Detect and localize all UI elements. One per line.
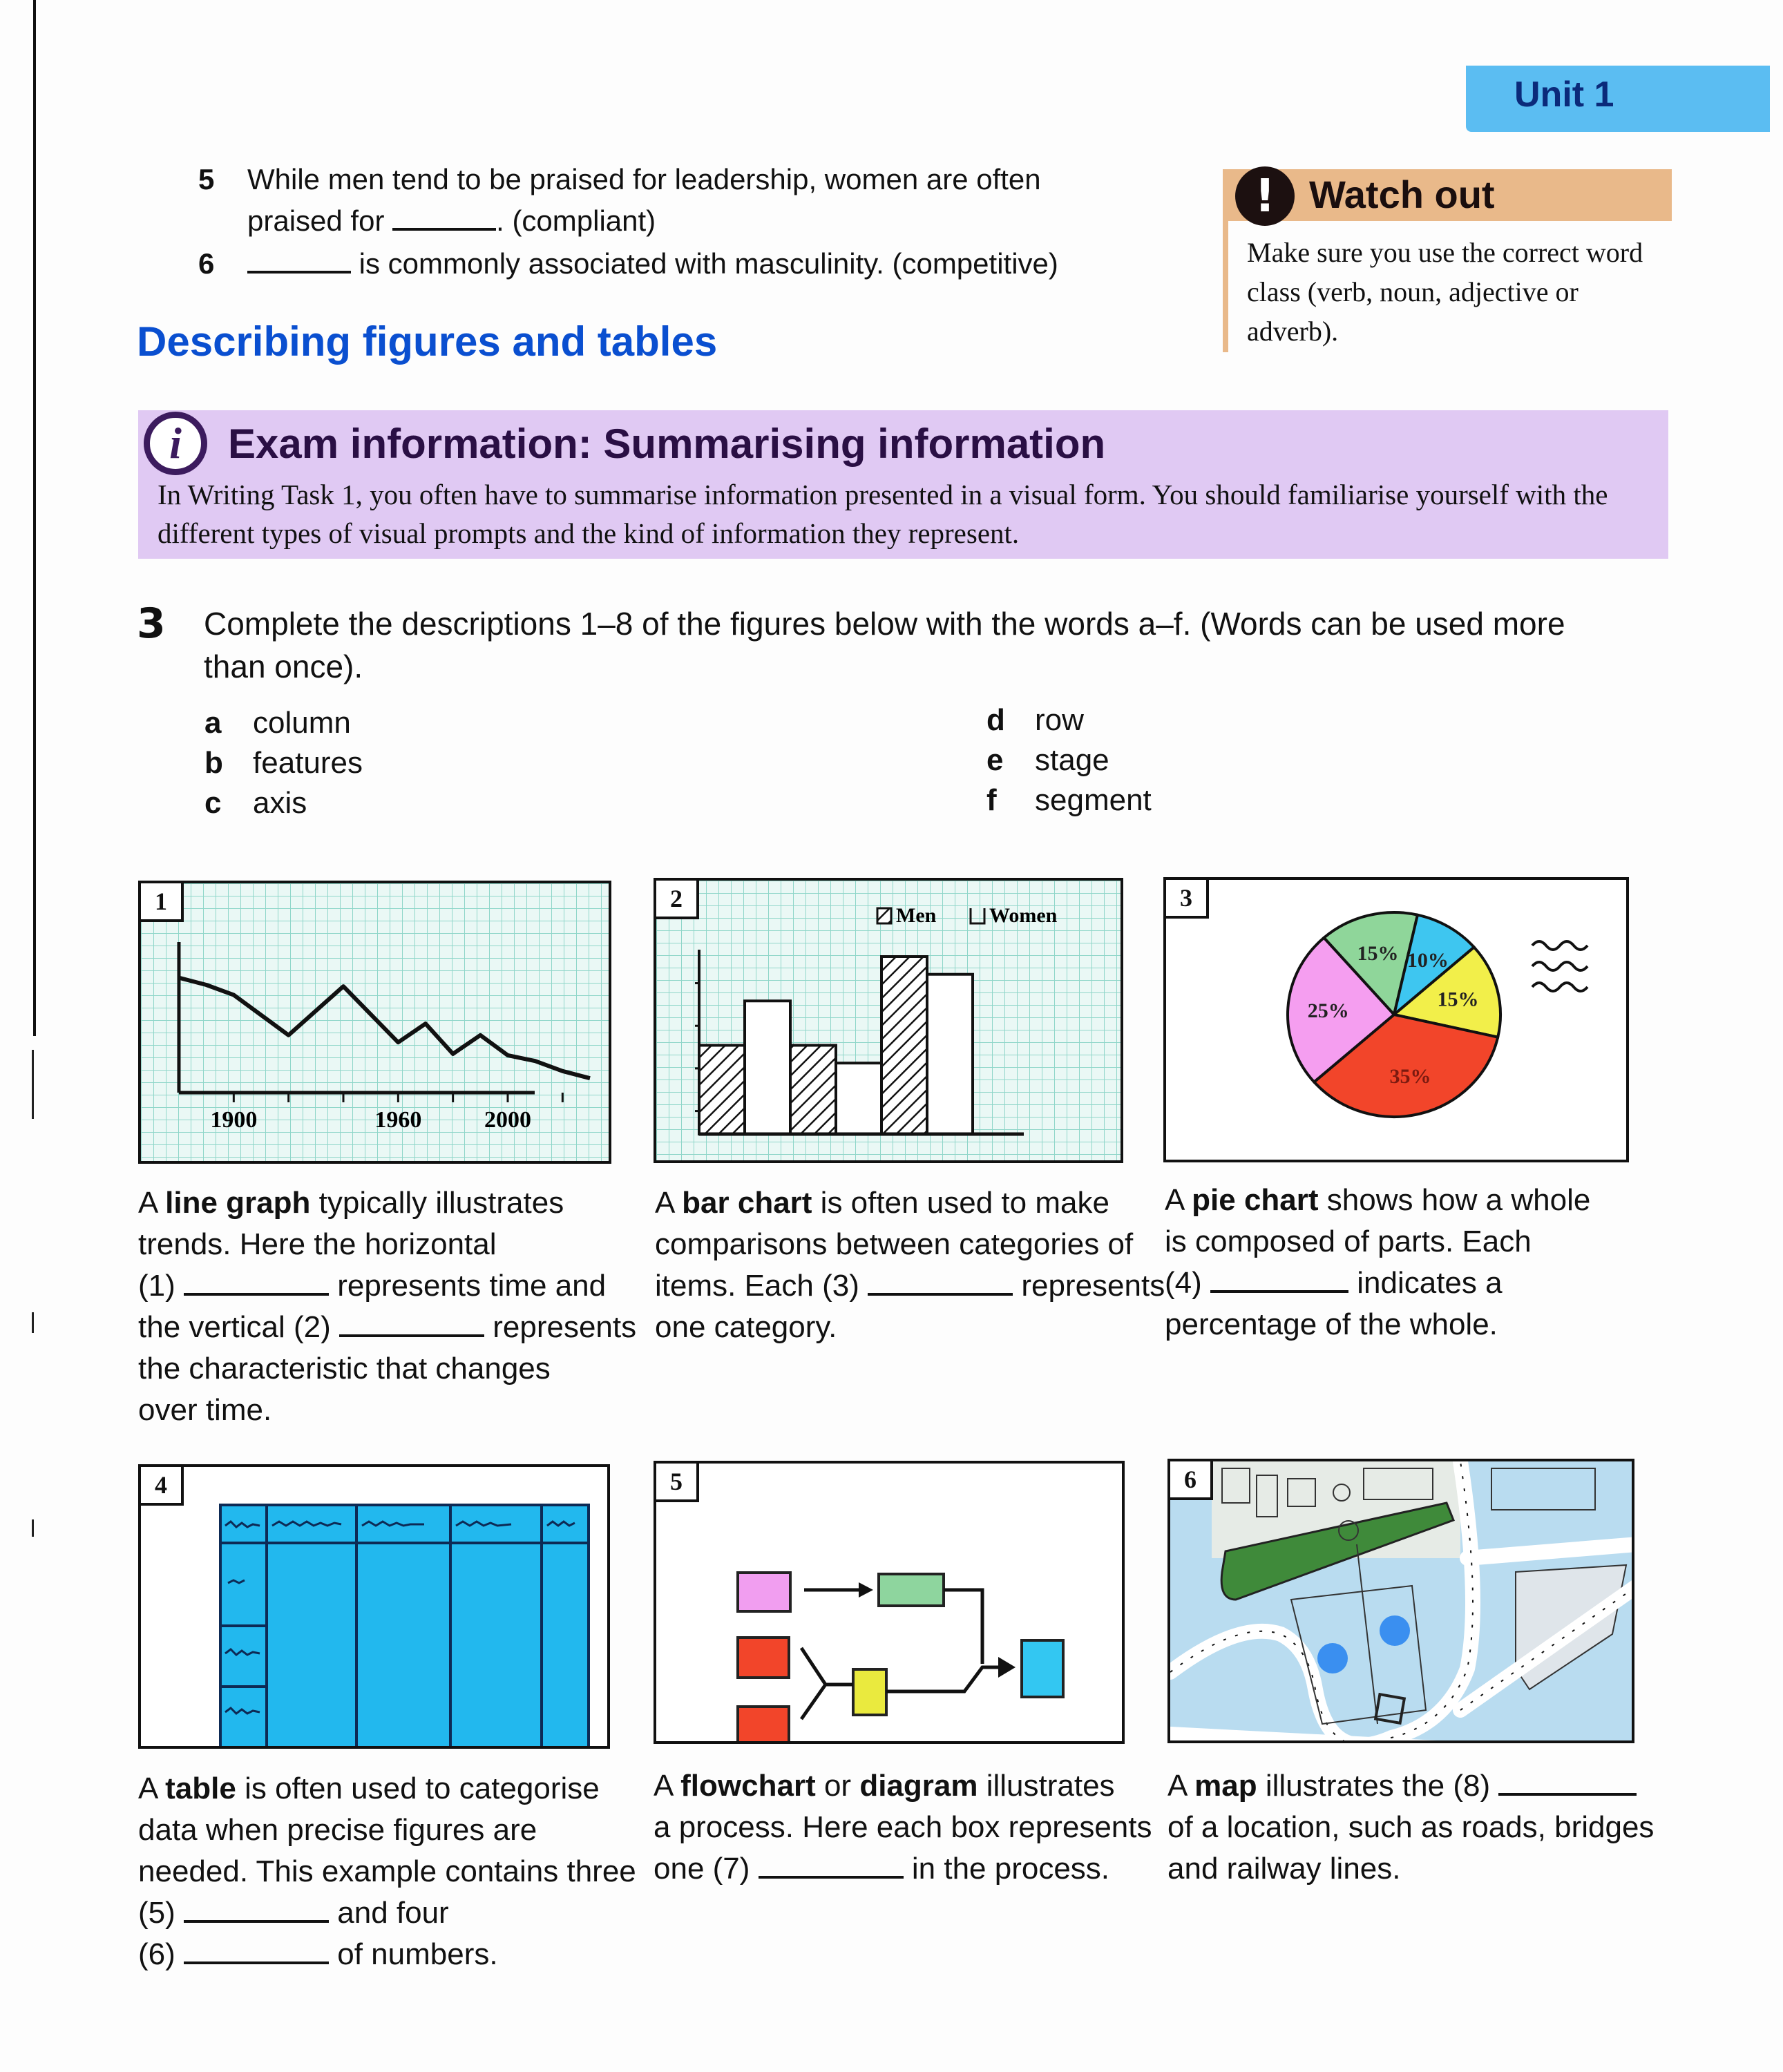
legend-squiggle — [1532, 983, 1587, 991]
bar-men — [699, 1046, 745, 1135]
bar-women — [836, 1063, 881, 1134]
exam-info-box — [138, 410, 1668, 559]
map-building — [1491, 1468, 1595, 1510]
item-text-line2: praised for . (compliant) — [247, 204, 656, 237]
x-tick-label: 1900 — [210, 1107, 258, 1133]
watch-out-border — [1223, 169, 1228, 352]
flowchart-box — [738, 1638, 789, 1678]
watch-out-body: Make sure you use the correct word class (verb, noun, adjective or adverb). — [1247, 237, 1643, 347]
page-margin-mark — [32, 1050, 34, 1119]
figure-6-map — [1167, 1459, 1634, 1743]
item-number: 5 — [198, 163, 215, 195]
answer-blank-3[interactable] — [868, 1272, 1013, 1296]
unit-label: Unit 1 — [1514, 75, 1614, 115]
pie-chart — [1166, 880, 1629, 1162]
figure-number: 2 — [656, 881, 699, 919]
table-body — [220, 1505, 589, 1749]
answer-blank-5[interactable] — [184, 1899, 329, 1923]
legend-label-men: Men — [896, 904, 937, 927]
figure-5-description: A flowchart or diagram illustrates a process. Here each box represents one (7) in the process. — [654, 1769, 1152, 1886]
exclamation-icon: ! — [1235, 166, 1295, 226]
bar-women — [927, 975, 973, 1134]
map-illustration — [1170, 1461, 1634, 1743]
answer-blank-7[interactable] — [759, 1855, 904, 1879]
figure-number: 6 — [1170, 1461, 1213, 1500]
figure-2-description: A bar chart is often used to make comparisons between categories of items. Each (3) represents one category. — [655, 1186, 1165, 1344]
flowchart-box — [853, 1669, 886, 1715]
figure-1-line-graph — [138, 881, 611, 1164]
info-icon: i — [144, 412, 207, 475]
page-margin-mark — [32, 1312, 34, 1333]
flowchart-box — [738, 1573, 790, 1611]
pie-slice-label: 10% — [1407, 949, 1449, 972]
exercise-instruction: Complete the descriptions 1–8 of the figures below with the words a–f. (Words can be used more than once). — [204, 606, 1565, 684]
figure-2-bar-chart — [654, 878, 1123, 1163]
map-fountain — [1317, 1643, 1348, 1673]
figure-6-description: A map illustrates the (8) of a location, such as roads, bridges and railway lines. — [1167, 1769, 1655, 1886]
pie-slice-label: 15% — [1437, 988, 1479, 1011]
section-title: Describing figures and tables — [137, 318, 718, 365]
line-series — [179, 978, 590, 1079]
answer-blank[interactable] — [392, 207, 496, 231]
legend-swatch-men — [877, 908, 891, 923]
answer-blank-6[interactable] — [184, 1941, 329, 1964]
item-text: is commonly associated with masculinity. (competitive) — [351, 247, 1058, 280]
answer-blank-4[interactable] — [1210, 1269, 1348, 1293]
exercise-number: 3 — [137, 599, 166, 648]
figure-5-flowchart — [654, 1461, 1125, 1744]
figure-3-pie-chart — [1163, 877, 1629, 1162]
flow-merge — [801, 1648, 826, 1719]
legend-swatch-women — [971, 908, 984, 923]
map-monument — [1375, 1694, 1404, 1723]
exam-info-title: Exam information: Summarising information — [228, 421, 1106, 467]
figure-4-description: A table is often used to categorise data when precise figures are needed. This example contains three (5) and four (6) of numbers. — [138, 1772, 636, 1971]
map-road — [1467, 1544, 1634, 1558]
flowchart-box — [1022, 1640, 1063, 1697]
bar-chart — [656, 881, 1123, 1163]
map-path — [1357, 1544, 1377, 1724]
figure-number: 1 — [141, 883, 184, 922]
figure-number: 4 — [141, 1467, 184, 1506]
legend-squiggle — [1532, 941, 1587, 950]
map-fountain — [1380, 1615, 1410, 1646]
legend-squiggle — [1532, 962, 1587, 970]
figure-3-description: A pie chart shows how a whole is composed of parts. Each (4) indicates a percentage of the whole. — [1165, 1183, 1591, 1341]
answer-blank-8[interactable] — [1498, 1772, 1637, 1796]
watch-out-title: Watch out — [1309, 173, 1495, 216]
flowchart-box — [738, 1707, 789, 1744]
item-number: 6 — [198, 247, 215, 280]
exercise-item-5 — [200, 159, 1167, 242]
flow-connector — [944, 1590, 982, 1664]
bar-men — [790, 1046, 836, 1135]
answer-blank[interactable] — [247, 250, 351, 274]
flowchart-illustration — [656, 1464, 1125, 1744]
page-margin-line — [33, 0, 36, 1036]
flow-connector — [886, 1667, 1002, 1691]
pie-slice-label: 15% — [1357, 942, 1399, 966]
bar-women — [745, 1001, 790, 1134]
legend-label-women: Women — [989, 904, 1058, 927]
exercise-item-6 — [200, 243, 1167, 285]
pie-slice-label: 25% — [1307, 999, 1349, 1023]
watch-out-box — [1223, 169, 1672, 352]
x-tick-label: 2000 — [484, 1107, 531, 1133]
page-margin-mark — [32, 1519, 34, 1537]
figure-1-description: A line graph typically illustrates trends. Here the horizontal (1) represents time and the vertical (2) represents the characteristic that changes over time. — [138, 1186, 637, 1427]
exam-info-body: In Writing Task 1, you often have to summarise information presented in a visual form. You should familiarise yourself with the different types of visual prompts and the kind of information they represent. — [158, 479, 1608, 549]
row-squiggle — [228, 1580, 245, 1583]
answer-blank-2[interactable] — [339, 1314, 484, 1337]
figure-4-table — [138, 1464, 610, 1749]
arrowhead-icon — [998, 1657, 1016, 1678]
arrowhead-icon — [859, 1582, 873, 1598]
table-illustration — [141, 1467, 610, 1749]
item-text: While men tend to be praised for leadership, women are often — [247, 163, 1041, 195]
figure-number: 3 — [1166, 880, 1209, 919]
unit-tab — [1466, 66, 1770, 132]
pie-slice-label: 35% — [1389, 1064, 1431, 1088]
x-tick-label: 1960 — [374, 1107, 422, 1133]
answer-blank-1[interactable] — [184, 1272, 329, 1296]
flowchart-box — [879, 1574, 944, 1606]
legend-squiggles — [1532, 941, 1587, 991]
figure-number: 5 — [656, 1464, 699, 1502]
line-chart — [141, 883, 611, 1164]
bar-men — [881, 957, 927, 1134]
